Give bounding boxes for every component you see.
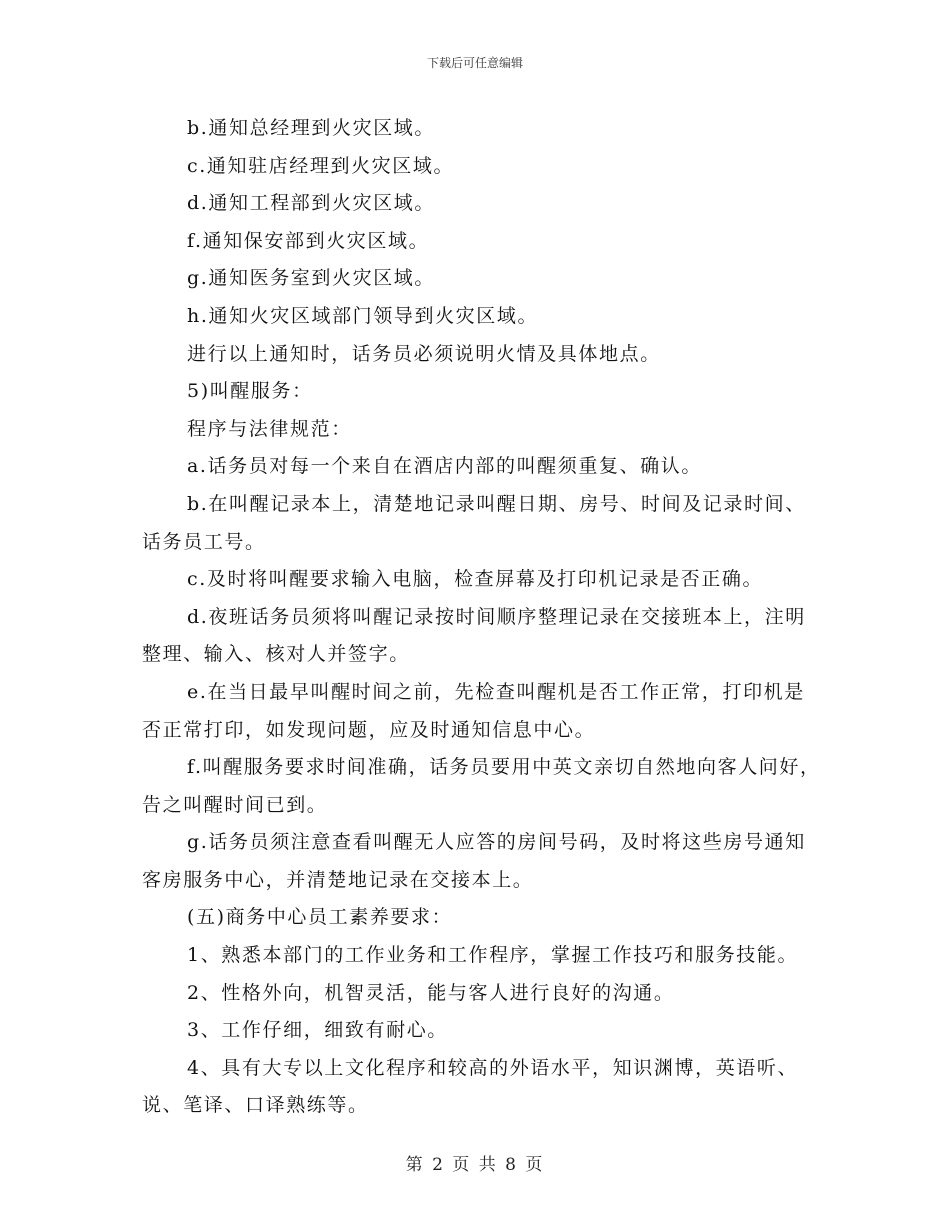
paragraph: 4、具有大专以上文化程序和较高的外语水平，知识渊博，英语听、说、笔译、口译熟练等。 [142,1056,799,1117]
paragraph: 1、熟悉本部门的工作业务和工作程序，掌握工作技巧和服务技能。 [187,944,799,967]
header-note: 下载后可任意编辑 [426,56,523,70]
paragraph: 进行以上通知时，话务员必须说明火情及具体地点。 [187,342,661,365]
paragraph: h.通知火灾区域部门领导到火灾区域。 [187,304,539,327]
paragraph: g.通知医务室到火灾区域。 [187,267,436,290]
section-heading: 5)叫醒服务： [187,380,313,403]
paragraph: 3、工作仔细，细致有耐心。 [187,1019,448,1042]
section-heading: (五)商务中心员工素养要求： [187,906,453,929]
paragraph: b.通知总经理到火灾区域。 [187,117,436,139]
document-body [142,110,822,1125]
paragraph: b.在叫醒记录本上，清楚地记录叫醒日期、房号、时间及记录时间、话务员工号。 [142,492,806,553]
paragraph: d.夜班话务员须将叫醒记录按时间顺序整理记录在交接班本上，注明整理、输入、核对人并签字。 [142,605,806,666]
paragraph: a.话务员对每一个来自在酒店内部的叫醒须重复、确认。 [187,455,702,478]
paragraph: c.及时将叫醒要求输入电脑，检查屏幕及打印机记录是否正确。 [187,568,764,591]
paragraph: c.通知驻店经理到火灾区域。 [187,154,455,177]
paragraph: f.通知保安部到火灾区域。 [187,229,430,252]
paragraph: g.话务员须注意查看叫醒无人应答的房间号码，及时将这些房号通知客房服务中心，并清楚地记录在交接本上。 [142,831,806,891]
page-number: 第 2 页 共 8 页 [405,1155,545,1175]
paragraph: f.叫醒服务要求时间准确，话务员要用中英文亲切自然地向客人问好，告之叫醒时间已到。 [142,756,821,816]
paragraph: e.在当日最早叫醒时间之前，先检查叫醒机是否工作正常，打印机是否正常打印，如发现问题，应及时通知信息中心。 [142,680,805,741]
paragraph: d.通知工程部到火灾区域。 [187,192,436,215]
paragraph: 程序与法律规范： [187,417,352,440]
paragraph: 2、性格外向，机智灵活，能与客人进行良好的沟通。 [187,981,675,1004]
